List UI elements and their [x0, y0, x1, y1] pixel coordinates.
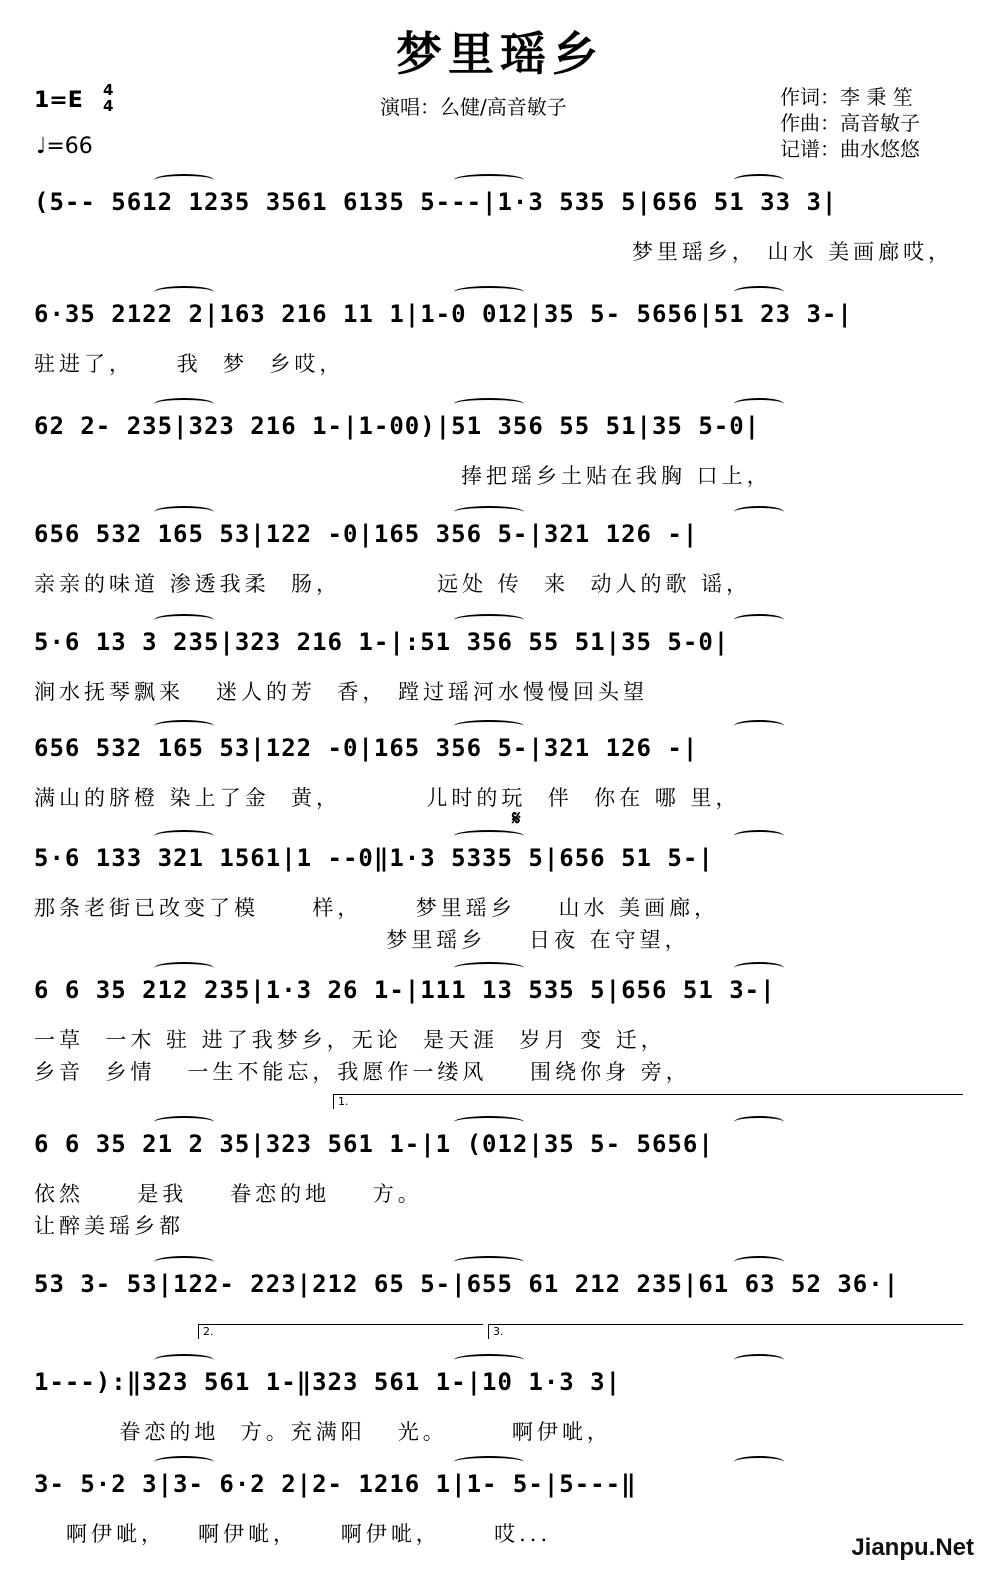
slur-arc [454, 506, 524, 518]
notation-row: 5·6 13 3 235|323 216 1-|:51 356 55 51|35 5-0| [34, 628, 730, 656]
lyric-row: 涧水抚琴飘来 迷人的芳 香， 蹚过瑶河水慢慢回头望 [34, 680, 649, 704]
lyricist-credit: 作词：李 秉 笙 [780, 85, 913, 109]
lyric-row: 让醉美瑶乡都 [34, 1214, 184, 1238]
slur-arc [454, 398, 524, 410]
slur-arc [154, 1354, 214, 1366]
slur-arc [154, 720, 214, 732]
notation-row: 3- 5·2 3|3- 6·2 2|2- 1216 1|1- 5-|5---‖ [34, 1470, 637, 1498]
lyric-row: 亲亲的味道 渗透我柔 肠， 远处 传 来 动人的歌 谣， [34, 572, 752, 596]
slur-arc [154, 1456, 214, 1468]
lyric-row: 乡音 乡情 一生不能忘，我愿作一缕风 围绕你身 旁， [34, 1060, 691, 1084]
slur-arc [154, 830, 214, 842]
singer-credit: 演唱：么健/高音敏子 [380, 95, 567, 119]
slur-arc [454, 720, 524, 732]
lyric-row: 啊伊呲， 啊伊呲， 啊伊呲， 哎... [34, 1522, 552, 1546]
notation-row: 6 6 35 212 235|1·3 26 1-|111 13 535 5|656 51 3-| [34, 976, 776, 1004]
time-signature-bottom: 4 [103, 97, 114, 115]
composer-credit: 作曲：高音敏子 [780, 111, 920, 135]
song-title: 梦里瑶乡 [396, 27, 604, 81]
slur-arc [154, 1256, 214, 1268]
notation-row: 53 3- 53|122- 223|212 65 5-|655 61 212 235|61 63 52 36·| [34, 1270, 900, 1298]
slur-arc [734, 962, 784, 974]
slur-arc [454, 962, 524, 974]
slur-arc [734, 1256, 784, 1268]
slur-arc [734, 398, 784, 410]
slur-arc [154, 1116, 214, 1128]
slur-arc [454, 286, 524, 298]
slur-arc [734, 286, 784, 298]
time-signature [103, 82, 113, 114]
lyric-row: 依然 是我 眷恋的地 方。 [34, 1182, 423, 1206]
slur-arc [454, 1256, 524, 1268]
ending-2-bracket: 2. [198, 1324, 483, 1339]
slur-arc [154, 174, 214, 186]
slur-arc [734, 614, 784, 626]
notation-row: 5·6 133 321 1561|1 --0‖1·3 5335 5|656 51 5-| [34, 844, 714, 872]
notation-row: 656 532 165 53|122 -0|165 356 5-|321 126 -| [34, 520, 699, 548]
lyric-row: 一草 一木 驻 进了我梦乡，无论 是天涯 岁月 变 迁， [34, 1028, 666, 1052]
notation-row: 1---):‖323 561 1-‖323 561 1-|10 1·3 3| [34, 1368, 622, 1396]
slur-arc [454, 830, 524, 842]
slur-arc [734, 174, 784, 186]
credits-block [780, 84, 920, 162]
lyric-row: 驻进了， 我 梦 乡哎， [34, 352, 345, 376]
watermark: Jianpu.Net [851, 1534, 974, 1561]
slur-arc [454, 614, 524, 626]
lyric-row: 那条老街已改变了模 样， 梦里瑶乡 山水 美画廊， [34, 896, 720, 920]
lyric-row: 眷恋的地 方。充满阳 光。 啊伊呲， [34, 1420, 612, 1444]
slur-arc [734, 506, 784, 518]
slur-arc [154, 962, 214, 974]
slur-arc [734, 830, 784, 842]
slur-arc [454, 1354, 524, 1366]
segno-sign: 𝄋 [512, 806, 521, 830]
slur-arc [154, 506, 214, 518]
lyric-row: 满山的脐橙 染上了金 黄， 儿时的玩 伴 你在 哪 里， [34, 786, 741, 810]
slur-arc [154, 286, 214, 298]
notation-row: 6 6 35 21 2 35|323 561 1-|1 (012|35 5- 5656| [34, 1130, 714, 1158]
ending-1-bracket: 1. [333, 1094, 963, 1109]
slur-arc [454, 1456, 524, 1468]
slur-arc [454, 1116, 524, 1128]
slur-arc [734, 1354, 784, 1366]
tempo-marking: ♩=66 [36, 134, 93, 159]
notation-row: 6·35 2122 2|163 216 11 1|1-0 012|35 5- 5656|51 23 3-| [34, 300, 853, 328]
slur-arc [734, 1116, 784, 1128]
notation-row: (5-- 5612 1235 3561 6135 5---|1·3 535 5|656 51 33 3| [34, 188, 838, 216]
notation-row: 62 2- 235|323 216 1-|1-00)|51 356 55 51|35 5-0| [34, 412, 761, 440]
key-signature: 1=E [34, 88, 83, 113]
slur-arc [154, 398, 214, 410]
slur-arc [454, 174, 524, 186]
notation-row: 656 532 165 53|122 -0|165 356 5-|321 126 -| [34, 734, 699, 762]
lyric-row: 梦里瑶乡， 山水 美画廊哎， [34, 240, 954, 264]
ending-3-bracket: 3. [488, 1324, 963, 1339]
transcriber-credit: 记谱：曲水悠悠 [780, 137, 920, 161]
time-signature-top: 4 [103, 81, 114, 99]
slur-arc [154, 614, 214, 626]
slur-arc [734, 1456, 784, 1468]
lyric-row: 捧把瑶乡土贴在我胸 口上， [34, 464, 772, 488]
lyric-row: 梦里瑶乡 日夜 在守望， [34, 928, 690, 952]
slur-arc [734, 720, 784, 732]
